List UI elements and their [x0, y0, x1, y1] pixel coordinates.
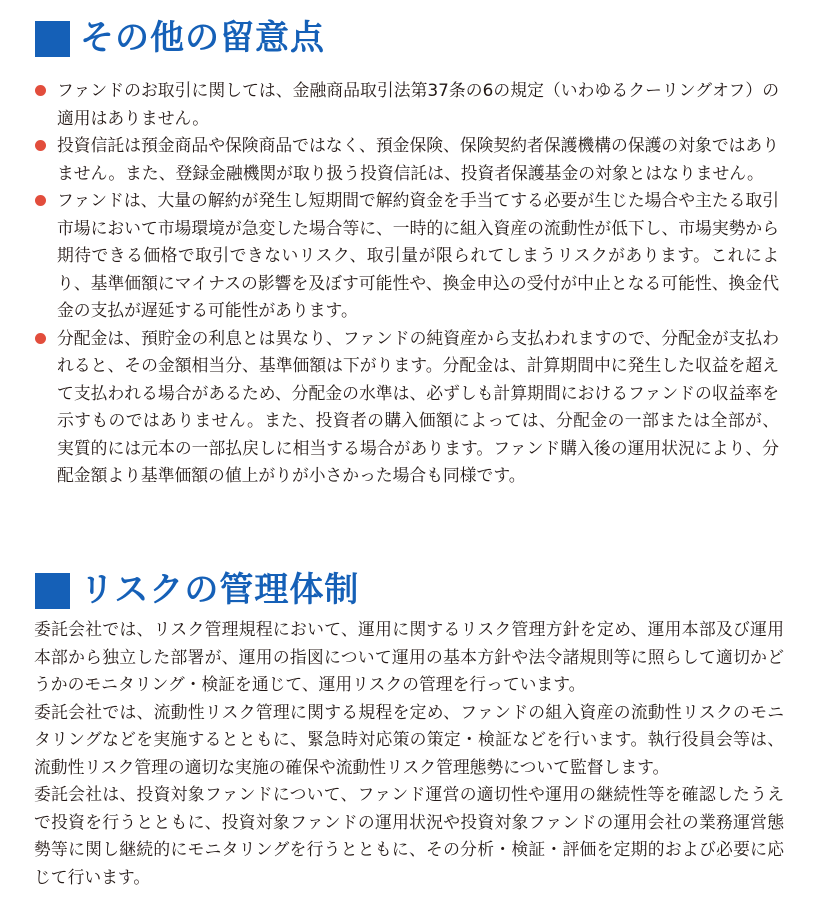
- list-item-text: 投資信託は預金商品や保険商品ではなく、預金保険、保険契約者保護機構の保護の対象ではありません。また、登録金融機関が取り扱う投資信託は、投資者保護基金の対象とはなりません。: [57, 135, 779, 183]
- heading-square-marker: [35, 21, 70, 57]
- list-item-text: 分配金は、預貯金の利息とは異なり、ファンドの純資産から支払われますので、分配金が支払われると、その金額相当分、基準価額は下がります。分配金は、計算期間中に発生した収益を超えて支払われる場合があるため、分配金の水準は、必ずしも計算期間におけるファンドの収益率を示すものではありません。また、投資者の購入価額によっては、分配金の一部または全部が、実質的には元本の一部払戻しに相当する場合があります。ファンド購入後の運用状況により、分配金額より基準価額の値上がりが小さかった場合も同様です。: [57, 327, 779, 485]
- list-item: [34, 187, 779, 325]
- risk-management-section: [0, 552, 840, 887]
- risk-paragraph: 委託会社では、リスク管理規程において、運用に関するリスク管理方針を定め、運用本部及び運用本部から独立した部署が、運用の指図について運用の基本方針や法令諸規則等に照らして適切かどうかのモニタリング・検証を通じて、運用リスクの管理を行っています。: [34, 619, 784, 694]
- bullet-dot-icon: [35, 195, 46, 206]
- list-item-text: ファンドは、大量の解約が発生し短期間で解約資金を手当てする必要が生じた場合や主たる取引市場において市場環境が急変した場合等に、一時的に組入資産の流動性が低下し、市場実勢から期待できる価格で取引できないリスク、取引量が限られてしまうリスクがあります。これにより、基準価額にマイナスの影響を及ぼす可能性や、換金申込の受付が中止となる可能性、換金代金の支払が遅延する可能性があります。: [57, 190, 779, 320]
- list-item: [34, 325, 779, 490]
- other-notes-title: その他の留意点: [80, 18, 325, 58]
- risk-management-title: リスクの管理体制: [80, 570, 360, 610]
- bullet-dot-icon: [35, 85, 46, 96]
- risk-paragraph: 委託会社では、流動性リスク管理に関する規程を定め、ファンドの組入資産の流動性リスクのモニタリングなどを実施するとともに、緊急時対応策の策定・検証などを行います。執行役員会等は、流動性リスク管理の適切な実施の確保や流動性リスク管理態勢について監督します。: [34, 701, 784, 777]
- heading-square-marker: [35, 573, 70, 609]
- bullet-dot-icon: [35, 333, 46, 344]
- risk-paragraph: 委託会社は、投資対象ファンドについて、ファンド運営の適切性や運用の継続性等を確認したうえで投資を行うとともに、投資対象ファンドの運用状況や投資対象ファンドの運用会社の業務運営態勢等に関し継続的にモニタリングを行うとともに、その分析・検証・評価を定期的および必要に応じて行います。: [34, 784, 784, 887]
- list-item: [34, 132, 779, 187]
- other-notes-list: [34, 77, 779, 490]
- risk-management-heading: [0, 552, 840, 622]
- list-item-text: ファンドのお取引に関しては、金融商品取引法第37条の6の規定（いわゆるクーリングオフ）の適用はありません。: [57, 80, 779, 128]
- bullet-dot-icon: [35, 140, 46, 151]
- other-notes-heading: [0, 0, 840, 70]
- list-item: [34, 77, 779, 132]
- risk-management-body: [34, 616, 784, 891]
